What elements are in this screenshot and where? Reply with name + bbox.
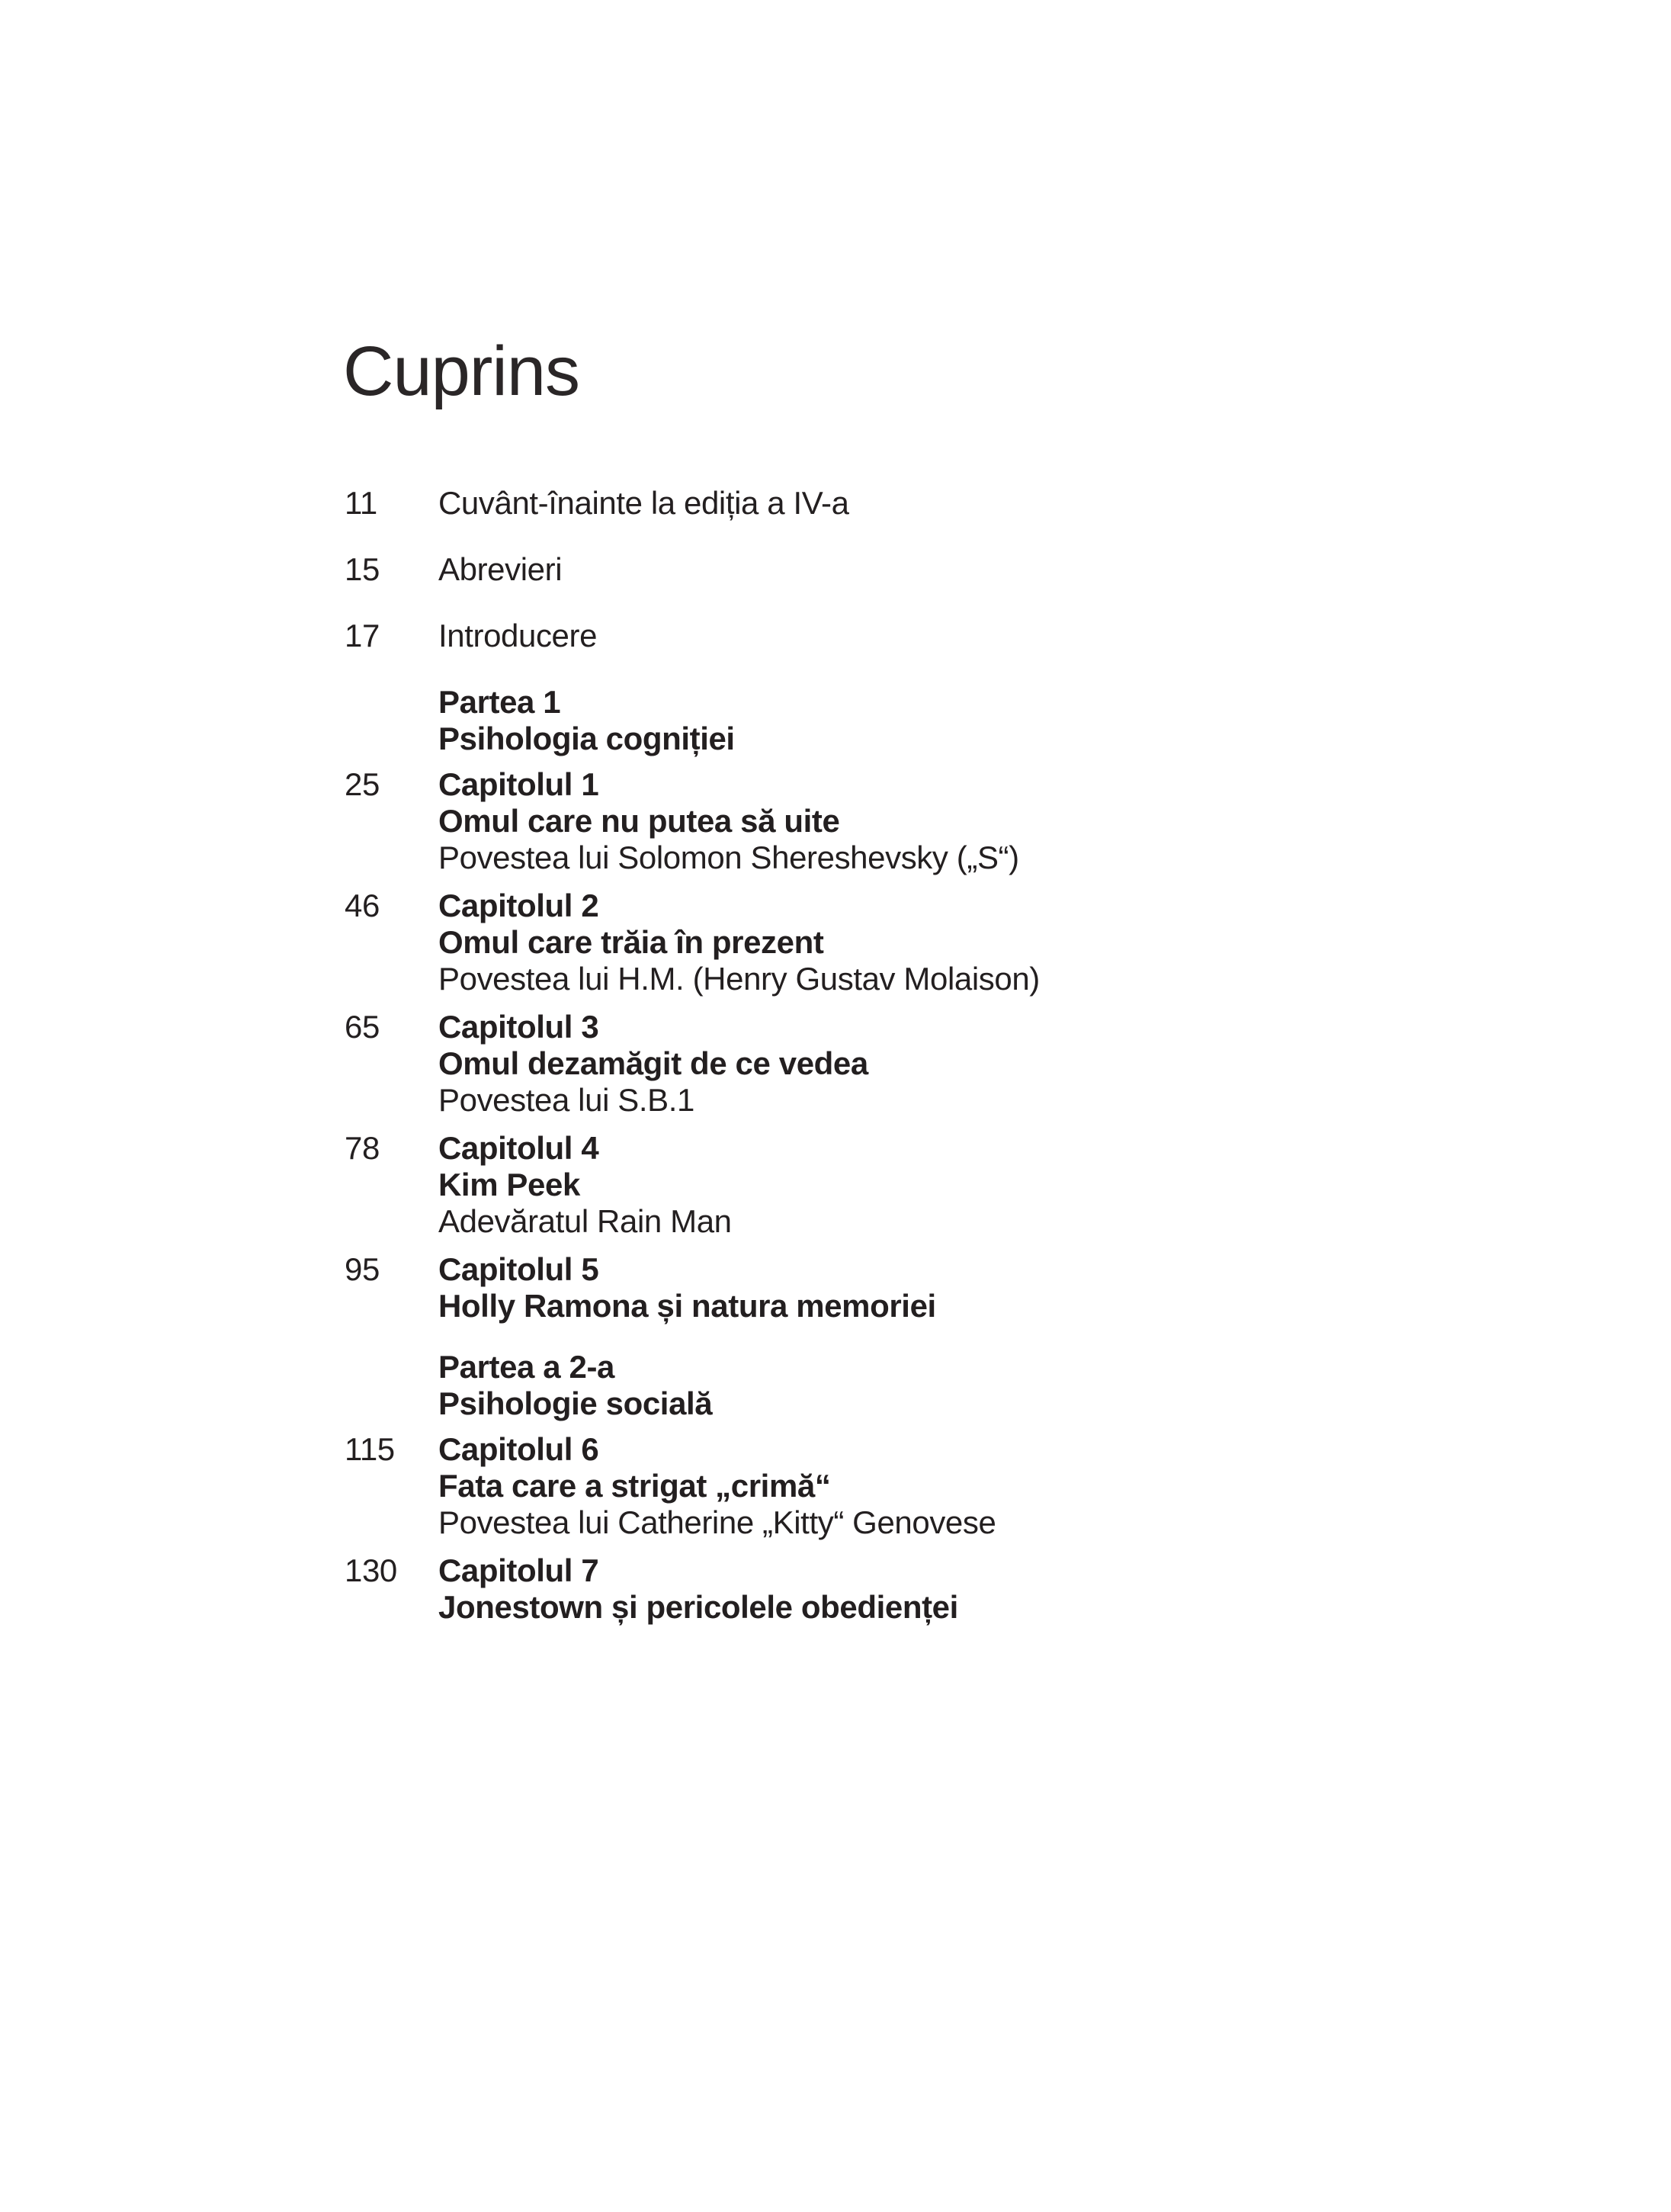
toc-entry-text (438, 1251, 1450, 1324)
toc-row-foreword (345, 485, 1450, 522)
toc-entry-text (438, 888, 1450, 997)
toc-row-introduction (345, 618, 1450, 654)
toc-line-part-label: Partea a 2-a (438, 1349, 615, 1385)
toc-line-chapter-label: Capitolul 7 (438, 1552, 599, 1588)
toc-line-chapter-label: Capitolul 1 (438, 766, 599, 802)
toc-page-number: 15 (345, 551, 380, 587)
toc-line-part-title: Psihologie socială (438, 1385, 713, 1421)
toc-line-chapter-subtitle: Povestea lui Solomon Shereshevsky („S“) (438, 840, 1019, 875)
toc-page-number: 95 (345, 1251, 380, 1287)
toc-entry-text (438, 1552, 1450, 1626)
toc-list (345, 485, 1450, 1637)
toc-line-chapter-label: Capitolul 3 (438, 1009, 599, 1045)
toc-page-number: 17 (345, 618, 380, 653)
toc-line-chapter-label: Capitolul 2 (438, 888, 599, 923)
toc-page-number: 25 (345, 766, 380, 802)
toc-row-chapter-1 (345, 766, 1450, 876)
toc-entry-text (438, 618, 1450, 654)
toc-row-chapter-3 (345, 1009, 1450, 1119)
toc-row-chapter-6 (345, 1431, 1450, 1541)
toc-page-number: 46 (345, 888, 380, 923)
toc-page-number-empty (345, 1349, 438, 1422)
toc-row-chapter-4 (345, 1130, 1450, 1240)
toc-line-chapter-subtitle: Povestea lui S.B.1 (438, 1082, 694, 1118)
page-title: Cuprins (343, 332, 580, 410)
toc-line-chapter-title: Omul care nu putea să uite (438, 803, 840, 839)
toc-row-abbreviations (345, 551, 1450, 588)
toc-line-title: Abrevieri (438, 551, 563, 587)
toc-line-chapter-title: Kim Peek (438, 1167, 580, 1202)
toc-entry-text (438, 684, 1450, 757)
toc-line-chapter-label: Capitolul 4 (438, 1130, 599, 1166)
toc-entry-text (438, 1431, 1450, 1541)
toc-page-number: 11 (345, 485, 377, 521)
toc-row-chapter-5 (345, 1251, 1450, 1324)
toc-line-part-title: Psihologia cogniției (438, 721, 735, 756)
toc-line-chapter-title: Jonestown și pericolele obedienței (438, 1589, 958, 1625)
toc-page-number: 65 (345, 1009, 380, 1045)
toc-entry-text (438, 1009, 1450, 1119)
toc-line-part-label: Partea 1 (438, 684, 561, 720)
toc-page-number-empty (345, 684, 438, 757)
toc-line-chapter-title: Omul care trăia în prezent (438, 924, 824, 960)
toc-line-chapter-label: Capitolul 6 (438, 1431, 599, 1467)
toc-line-chapter-subtitle: Adevăratul Rain Man (438, 1203, 732, 1239)
toc-entry-text (438, 1349, 1450, 1422)
toc-part-heading-1 (345, 684, 1450, 757)
toc-line-chapter-subtitle: Povestea lui H.M. (Henry Gustav Molaison) (438, 961, 1040, 997)
toc-page-number: 78 (345, 1130, 380, 1166)
toc-line-chapter-title: Holly Ramona și natura memoriei (438, 1288, 936, 1324)
toc-entry-text (438, 1130, 1450, 1240)
toc-line-chapter-title: Omul dezamăgit de ce vedea (438, 1045, 868, 1081)
toc-part-heading-2 (345, 1349, 1450, 1422)
toc-line-chapter-label: Capitolul 5 (438, 1251, 599, 1287)
toc-row-chapter-2 (345, 888, 1450, 997)
toc-line-chapter-subtitle: Povestea lui Catherine „Kitty“ Genovese (438, 1504, 996, 1540)
toc-entry-text (438, 485, 1450, 522)
toc-page-number: 130 (345, 1552, 397, 1588)
toc-page-number: 115 (345, 1431, 395, 1467)
toc-row-chapter-7 (345, 1552, 1450, 1626)
toc-entry-text (438, 551, 1450, 588)
toc-entry-text (438, 766, 1450, 876)
toc-line-title: Cuvânt-înainte la ediția a IV-a (438, 485, 849, 521)
toc-line-title: Introducere (438, 618, 598, 653)
toc-line-chapter-title: Fata care a strigat „crimă“ (438, 1468, 831, 1504)
